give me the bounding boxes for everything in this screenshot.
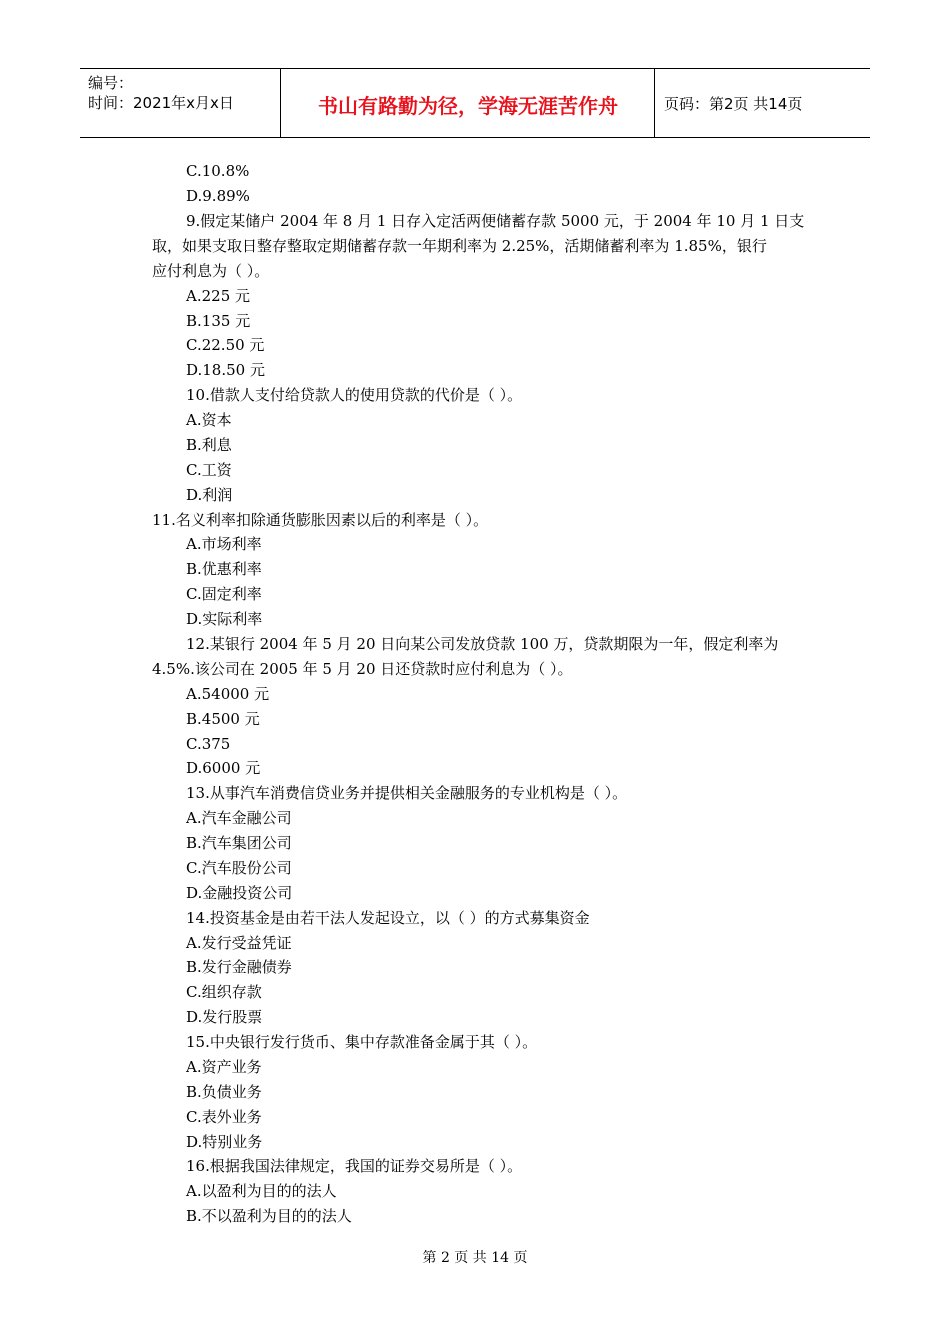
option-line: D.特别业务 xyxy=(186,1133,263,1151)
option-line: D.利润 xyxy=(186,486,233,504)
option-line: C.组织存款 xyxy=(186,983,262,1001)
option-line: C.工资 xyxy=(186,461,232,479)
option-line: C.22.50 元 xyxy=(186,336,265,354)
option-line: A.市场利率 xyxy=(186,535,262,553)
option-line: D.6000 元 xyxy=(186,759,261,777)
document-number-label: 编号： xyxy=(88,74,134,92)
option-line: C.固定利率 xyxy=(186,585,262,603)
page-indicator: 页码：第2页 共14页 xyxy=(664,95,803,113)
option-line: B.负债业务 xyxy=(186,1083,262,1101)
option-line: B.优惠利率 xyxy=(186,560,262,578)
question-line: 14.投资基金是由若干法人发起设立，以（ ）的方式募集资金 xyxy=(186,909,590,927)
question-line: 取，如果支取日整存整取定期储蓄存款一年期利率为 2.25%，活期储蓄利率为 1.85%，银行 xyxy=(152,237,767,255)
header-info xyxy=(88,73,234,113)
option-line: C.10.8% xyxy=(186,162,250,180)
option-line: B.135 元 xyxy=(186,312,251,330)
option-line: D.18.50 元 xyxy=(186,361,265,379)
option-line: A.汽车金融公司 xyxy=(186,809,292,827)
question-line: 9.假定某储户 2004 年 8 月 1 日存入定活两便储蓄存款 5000 元，于 2004 年 10 月 1 日支 xyxy=(186,212,805,230)
option-line: C.375 xyxy=(186,735,231,753)
option-line: B.发行金融债券 xyxy=(186,958,292,976)
option-line: A.54000 元 xyxy=(186,685,270,703)
question-line: 应付利息为（ ）。 xyxy=(152,262,270,280)
option-line: C.表外业务 xyxy=(186,1108,262,1126)
option-line: D.金融投资公司 xyxy=(186,884,293,902)
header-divider xyxy=(280,69,281,137)
option-line: A.发行受益凭证 xyxy=(186,934,292,952)
question-line: 11.名义利率扣除通货膨胀因素以后的利率是（ ）。 xyxy=(152,511,489,529)
option-line: B.汽车集团公司 xyxy=(186,834,292,852)
option-line: B.利息 xyxy=(186,436,232,454)
question-line: 4.5%.该公司在 2005 年 5 月 20 日还贷款时应付利息为（ ）。 xyxy=(152,660,573,678)
header-motto: 书山有路勤为径，学海无涯苦作舟 xyxy=(318,94,618,118)
question-line: 13.从事汽车消费信贷业务并提供相关金融服务的专业机构是（ ）。 xyxy=(186,784,628,802)
option-line: D.9.89% xyxy=(186,187,250,205)
option-line: B.4500 元 xyxy=(186,710,260,728)
option-line: D.发行股票 xyxy=(186,1008,263,1026)
option-line: A.资产业务 xyxy=(186,1058,262,1076)
question-line: 12.某银行 2004 年 5 月 20 日向某公司发放贷款 100 万，贷款期限为一年，假定利率为 xyxy=(186,635,779,653)
option-line: D.实际利率 xyxy=(186,610,263,628)
question-line: 16.根据我国法律规定，我国的证券交易所是（ ）。 xyxy=(186,1157,523,1175)
page-footer: 第 2 页 共 14 页 xyxy=(422,1250,528,1266)
header-divider xyxy=(654,69,655,137)
option-line: A.225 元 xyxy=(186,287,250,305)
question-line: 10.借款人支付给贷款人的使用贷款的代价是（ ）。 xyxy=(186,386,523,404)
option-line: A.以盈利为目的的法人 xyxy=(186,1182,337,1200)
option-line: B.不以盈利为目的的法人 xyxy=(186,1207,352,1225)
option-line: A.资本 xyxy=(186,411,232,429)
option-line: C.汽车股份公司 xyxy=(186,859,292,877)
page-header xyxy=(80,68,870,138)
document-date-label: 时间：2021年x月x日 xyxy=(88,94,234,112)
question-line: 15.中央银行发行货币、集中存款准备金属于其（ ）。 xyxy=(186,1033,538,1051)
